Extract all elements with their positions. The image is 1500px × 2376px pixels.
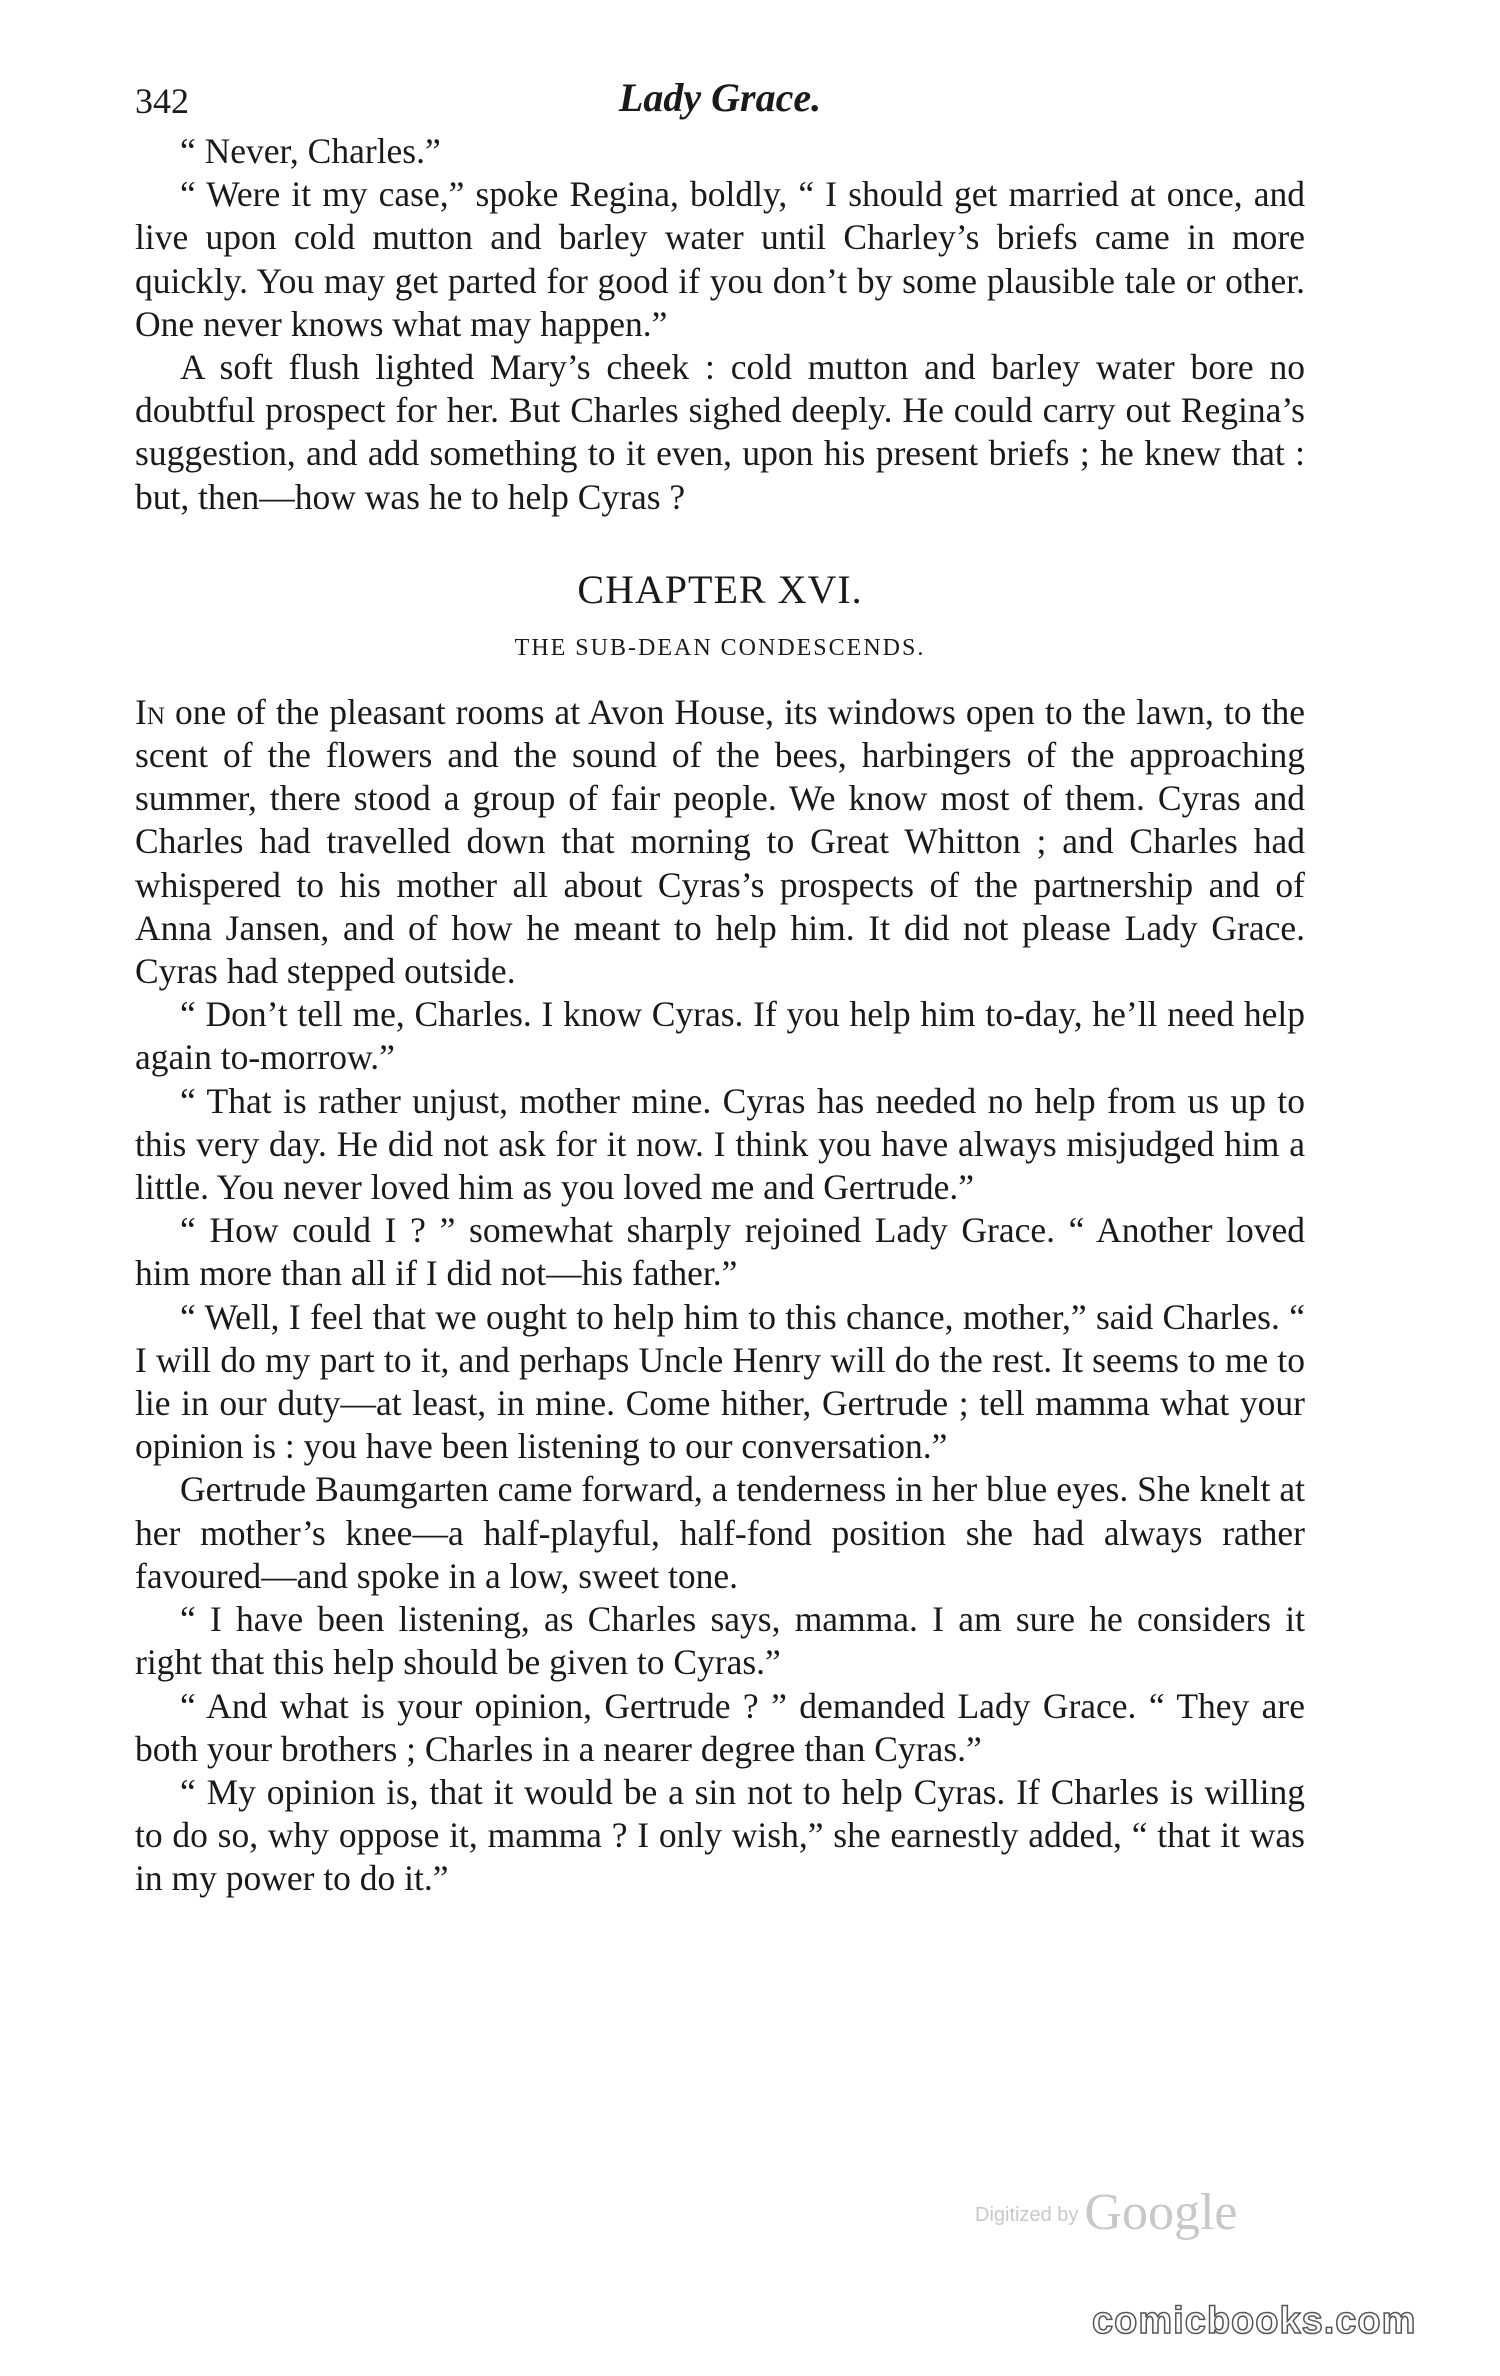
digitized-by-label: Digitized by xyxy=(975,2204,1079,2226)
paragraph: “ My opinion is, that it would be a sin not to help Cyras. If Charles is willing to do so, why oppose it, mamma ? I only wish,” she earnestly added, “ that it was in my power to do it.” xyxy=(135,1771,1305,1899)
running-title: Lady Grace. xyxy=(618,75,822,120)
page-number: 342 xyxy=(135,81,189,121)
chapter-title: CHAPTER XVI. xyxy=(577,566,863,612)
paragraph: “ How could I ? ” somewhat sharply rejoined Lady Grace. “ Another loved him more than all if I did not—his father.” xyxy=(135,1210,1305,1294)
paragraph: “ Were it my case,” spoke Regina, boldly, “ I should get married at once, and live upon cold mutton and barley water until Charley’s briefs came in more quickly. You may get parted for good if you don’t by some plausible tale or other. One never knows what may happen.” xyxy=(135,174,1305,344)
paragraph: “ I have been listening, as Charles says, mamma. I am sure he considers it right that this help should be given to Cyras.” xyxy=(135,1599,1305,1683)
google-logo: Google xyxy=(1084,2184,1238,2241)
site-watermark: comicbooks.com xyxy=(1092,2300,1417,2342)
page-header xyxy=(135,70,1305,130)
paragraph: “ And what is your opinion, Gertrude ? ” demanded Lady Grace. “ They are both your brothers ; Charles in a nearer degree than Cyras.” xyxy=(135,1685,1305,1769)
body-text xyxy=(135,130,1305,1901)
paragraph: “ Well, I feel that we ought to help him to this chance, mother,” said Charles. “ I will do my part to it, and perhaps Uncle Henry will do the rest. It seems to me to lie in our duty—at least, in mine. Come hither, Gertrude ; tell mamma what your opinion is : you have been listening to our conversation.” xyxy=(135,1296,1305,1467)
chapter-initial: In xyxy=(135,691,165,732)
chapter-opening-paragraph xyxy=(135,691,1305,993)
paragraph: “ Never, Charles.” xyxy=(180,131,441,171)
digitized-by-google-mark xyxy=(975,2183,1237,2242)
chapter-opening-text: one of the pleasant rooms at Avon House, its windows open to the lawn, to the scent of the flowers and the sound of the bees, harbingers of the approaching summer, there stood a group of fair people. We know most of them. Cyras and Charles had travelled down that morning to Great Whitton ; and Charles had whispered to his mother all about Cyras’s prospects of the partnership and of Anna Jansen, and of how he meant to help him. It did not please Lady Grace. Cyras had stepped outside. xyxy=(135,691,1305,992)
paragraph: A soft flush lighted Mary’s cheek : cold mutton and barley water bore no doubtful prospect for her. But Charles sighed deeply. He could carry out Regina’s suggestion, and add something to it even, upon his present briefs ; he knew that : but, then—how was he to help Cyras ? xyxy=(135,347,1305,517)
book-page xyxy=(135,70,1305,1901)
paragraph: “ That is rather unjust, mother mine. Cyras has needed no help from us up to this very day. He did not ask for it now. I think you have always misjudged him a little. You never loved him as you loved me and Gertrude.” xyxy=(135,1080,1305,1208)
paragraph: “ Don’t tell me, Charles. I know Cyras. If you help him to-day, he’ll need help again to-morrow.” xyxy=(135,994,1305,1078)
chapter-subtitle: THE SUB-DEAN CONDESCENDS. xyxy=(514,634,926,661)
paragraph: Gertrude Baumgarten came forward, a tenderness in her blue eyes. She knelt at her mother’s knee—a half-playful, half-fond position she had always rather favoured—and spoke in a low, sweet tone. xyxy=(135,1469,1305,1596)
